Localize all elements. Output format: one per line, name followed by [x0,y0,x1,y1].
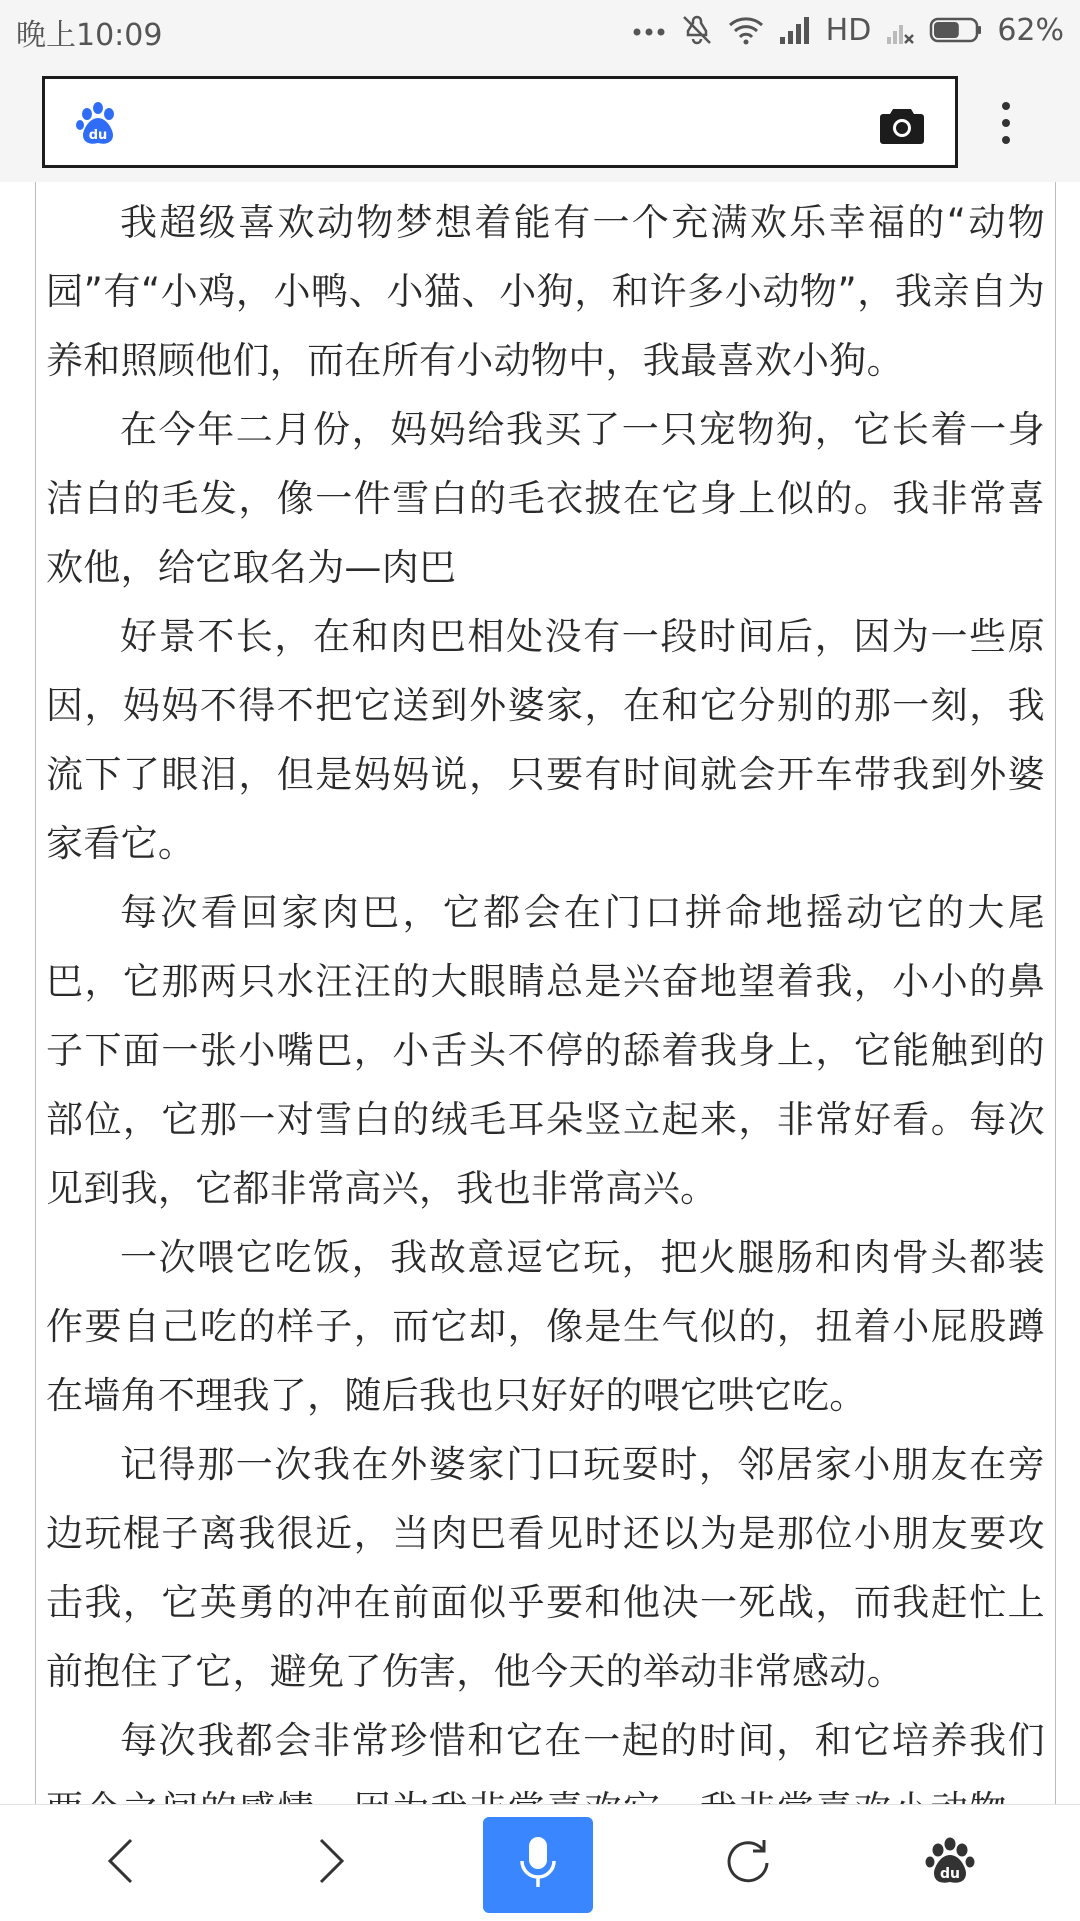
baidu-home-button[interactable] [900,1805,1000,1921]
svg-text:du: du [940,1866,960,1882]
article-body [36,188,1055,1913]
refresh-icon [723,1836,773,1890]
back-icon [105,1836,135,1890]
more-vertical-icon[interactable] [998,100,1014,146]
forward-icon [317,1836,347,1890]
battery-icon [929,16,983,44]
article-paragraph: 记得那一次我在外婆家门口玩耍时，邻居家小朋友在旁边玩棍子离我很近，当肉巴看见时还以为是那位小朋友要攻击我，它英勇的冲在前面似乎要和他决一死战，而我赶忙上前抱住了它，避免了伤害，他今天的举动非常感动。 [46,1443,1045,1693]
network-type-label: HD [825,12,872,48]
voice-search-button[interactable] [483,1817,593,1913]
article-paragraph: 好景不长，在和肉巴相处没有一段时间后，因为一些原因，妈妈不得不把它送到外婆家，在和它分别的那一刻，我流下了眼泪，但是妈妈说，只要有时间就会开车带我到外婆家看它。 [46,615,1045,865]
signal-no-sim-icon [885,15,915,45]
battery-percent: 62% [997,12,1064,48]
article-paragraph: 在今年二月份，妈妈给我买了一只宠物狗，它长着一身洁白的毛发，像一件雪白的毛衣披在它身上似的。我非常喜欢他，给它取名为—肉巴 [46,408,1045,589]
status-bar [0,0,1080,60]
article-paragraph: 每次看回家肉巴，它都会在门口拼命地摇动它的大尾巴，它那两只水汪汪的大眼睛总是兴奋地望着我，小小的鼻子下面一张小嘴巴，小舌头不停的舔着我身上，它能触到的部位，它那一对雪白的绒毛耳朵竖立起来，非常好看。每次见到我，它都非常高兴，我也非常高兴。 [46,891,1045,1210]
refresh-button[interactable] [698,1805,798,1921]
status-time: 晚上10:09 [16,18,163,53]
article-paragraph: 我超级喜欢动物梦想着能有一个充满欢乐幸福的“动物园”有“小鸡，小鸭、小猫、小狗，和许多小动物”，我亲自为养和照顾他们，而在所有小动物中，我最喜欢小狗。 [46,201,1045,382]
baidu-paw-icon[interactable] [75,101,121,147]
bottom-navigation [0,1804,1080,1921]
article-paragraph: 每次我都会非常珍惜和它在一起的时间，和它培养我们 [120,1719,1045,1762]
search-box[interactable] [42,76,958,168]
status-icons [632,8,1064,52]
microphone-icon [518,1835,558,1895]
wifi-icon [728,15,764,45]
forward-button[interactable] [282,1805,382,1921]
browser-toolbar [0,60,1080,182]
back-button[interactable] [70,1805,170,1921]
page-content[interactable] [35,182,1056,1804]
mute-icon [680,13,714,47]
svg-text:du: du [88,128,108,143]
search-input[interactable] [145,95,849,153]
article-paragraph: 一次喂它吃饭，我故意逗它玩，把火腿肠和肉骨头都装作要自己吃的样子，而它却，像是生气似的，扭着小屁股蹲在墙角不理我了，随后我也只好好的喂它哄它吃。 [46,1236,1045,1417]
more-dots-icon [632,23,666,37]
camera-icon[interactable] [879,105,925,145]
baidu-home-icon [925,1836,975,1890]
signal-icon [778,15,812,45]
